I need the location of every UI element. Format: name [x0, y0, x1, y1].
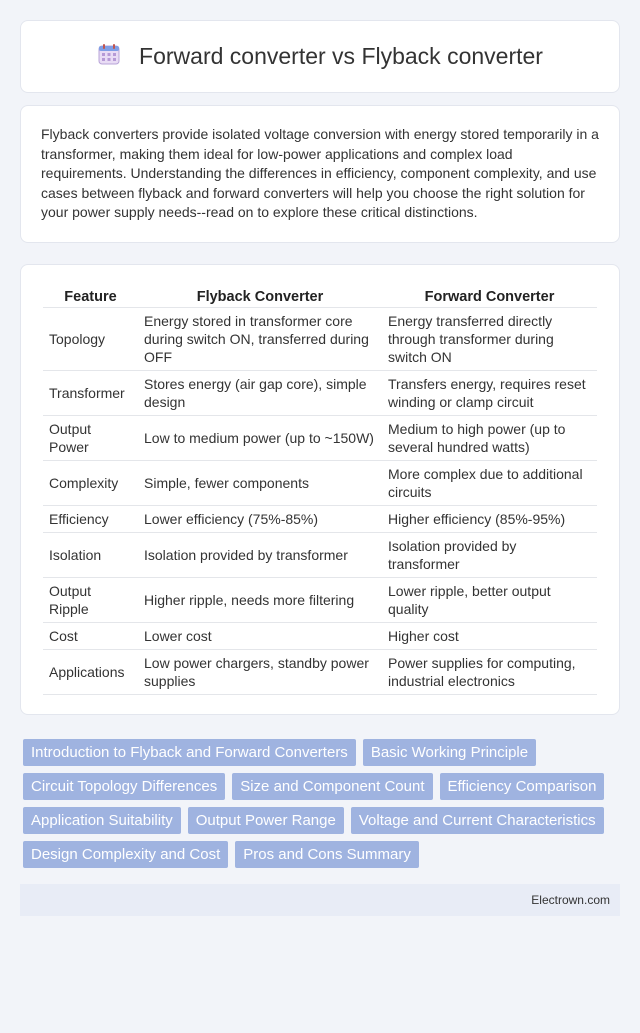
- cell-flyback: Higher ripple, needs more filtering: [138, 578, 382, 623]
- cell-feature: Applications: [43, 650, 138, 695]
- cell-flyback: Lower efficiency (75%-85%): [138, 506, 382, 533]
- cell-forward: More complex due to additional circuits: [382, 461, 597, 506]
- header-feature: Feature: [43, 285, 138, 308]
- table-row: [43, 461, 597, 506]
- table-row: [43, 650, 597, 695]
- cell-flyback: Low to medium power (up to ~150W): [138, 416, 382, 461]
- cell-forward: Higher efficiency (85%-95%): [382, 506, 597, 533]
- header-flyback: Flyback Converter: [138, 285, 382, 308]
- topic-tag[interactable]: Voltage and Current Characteristics: [351, 807, 604, 834]
- cell-flyback: Isolation provided by transformer: [138, 533, 382, 578]
- intro-text: Flyback converters provide isolated voltage conversion with energy stored temporarily in a transformer, making them ideal for low-power applications and complex load requirements. Understanding the differences in efficiency, component complexity, and use cases between flyback and forward converters will help you choose the right solution for your power supply needs--read on to explore these critical distinctions.: [41, 126, 599, 220]
- cell-feature: Output Ripple: [43, 578, 138, 623]
- cell-forward: Energy transferred directly through transformer during switch ON: [382, 308, 597, 371]
- topic-tag[interactable]: Efficiency Comparison: [440, 773, 605, 800]
- cell-flyback: Simple, fewer components: [138, 461, 382, 506]
- cell-forward: Power supplies for computing, industrial electronics: [382, 650, 597, 695]
- cell-feature: Efficiency: [43, 506, 138, 533]
- table-header-row: [43, 285, 597, 308]
- table-row: [43, 578, 597, 623]
- cell-feature: Cost: [43, 623, 138, 650]
- cell-flyback: Lower cost: [138, 623, 382, 650]
- topic-tag[interactable]: Circuit Topology Differences: [23, 773, 225, 800]
- topic-tag[interactable]: Output Power Range: [188, 807, 344, 834]
- cell-feature: Topology: [43, 308, 138, 371]
- table-row: [43, 416, 597, 461]
- table-row: [43, 623, 597, 650]
- topic-tag[interactable]: Basic Working Principle: [363, 739, 536, 766]
- cell-feature: Complexity: [43, 461, 138, 506]
- topic-tag[interactable]: Pros and Cons Summary: [235, 841, 419, 868]
- footer: [20, 884, 620, 916]
- cell-forward: Higher cost: [382, 623, 597, 650]
- topic-tag[interactable]: Size and Component Count: [232, 773, 432, 800]
- cell-forward: Lower ripple, better output quality: [382, 578, 597, 623]
- topic-tag[interactable]: Application Suitability: [23, 807, 181, 834]
- footer-source: Electrown.com: [531, 892, 610, 907]
- cell-feature: Isolation: [43, 533, 138, 578]
- comparison-card: [20, 264, 620, 715]
- cell-feature: Output Power: [43, 416, 138, 461]
- cell-forward: Medium to high power (up to several hundred watts): [382, 416, 597, 461]
- cell-flyback: Stores energy (air gap core), simple design: [138, 371, 382, 416]
- cell-feature: Transformer: [43, 371, 138, 416]
- table-row: [43, 308, 597, 371]
- cell-forward: Transfers energy, requires reset winding or clamp circuit: [382, 371, 597, 416]
- cell-flyback: Low power chargers, standby power supplies: [138, 650, 382, 695]
- related-topics: [20, 739, 620, 868]
- comparison-table: [43, 285, 597, 695]
- cell-forward: Isolation provided by transformer: [382, 533, 597, 578]
- header-forward: Forward Converter: [382, 285, 597, 308]
- table-row: [43, 506, 597, 533]
- page-title: Forward converter vs Flyback converter: [139, 43, 543, 69]
- table-row: [43, 533, 597, 578]
- topic-tag[interactable]: Design Complexity and Cost: [23, 841, 228, 868]
- intro-card: [20, 105, 620, 243]
- calendar-icon: [97, 42, 121, 71]
- title-card: [20, 20, 620, 93]
- table-row: [43, 371, 597, 416]
- cell-flyback: Energy stored in transformer core during switch ON, transferred during OFF: [138, 308, 382, 371]
- topic-tag[interactable]: Introduction to Flyback and Forward Converters: [23, 739, 356, 766]
